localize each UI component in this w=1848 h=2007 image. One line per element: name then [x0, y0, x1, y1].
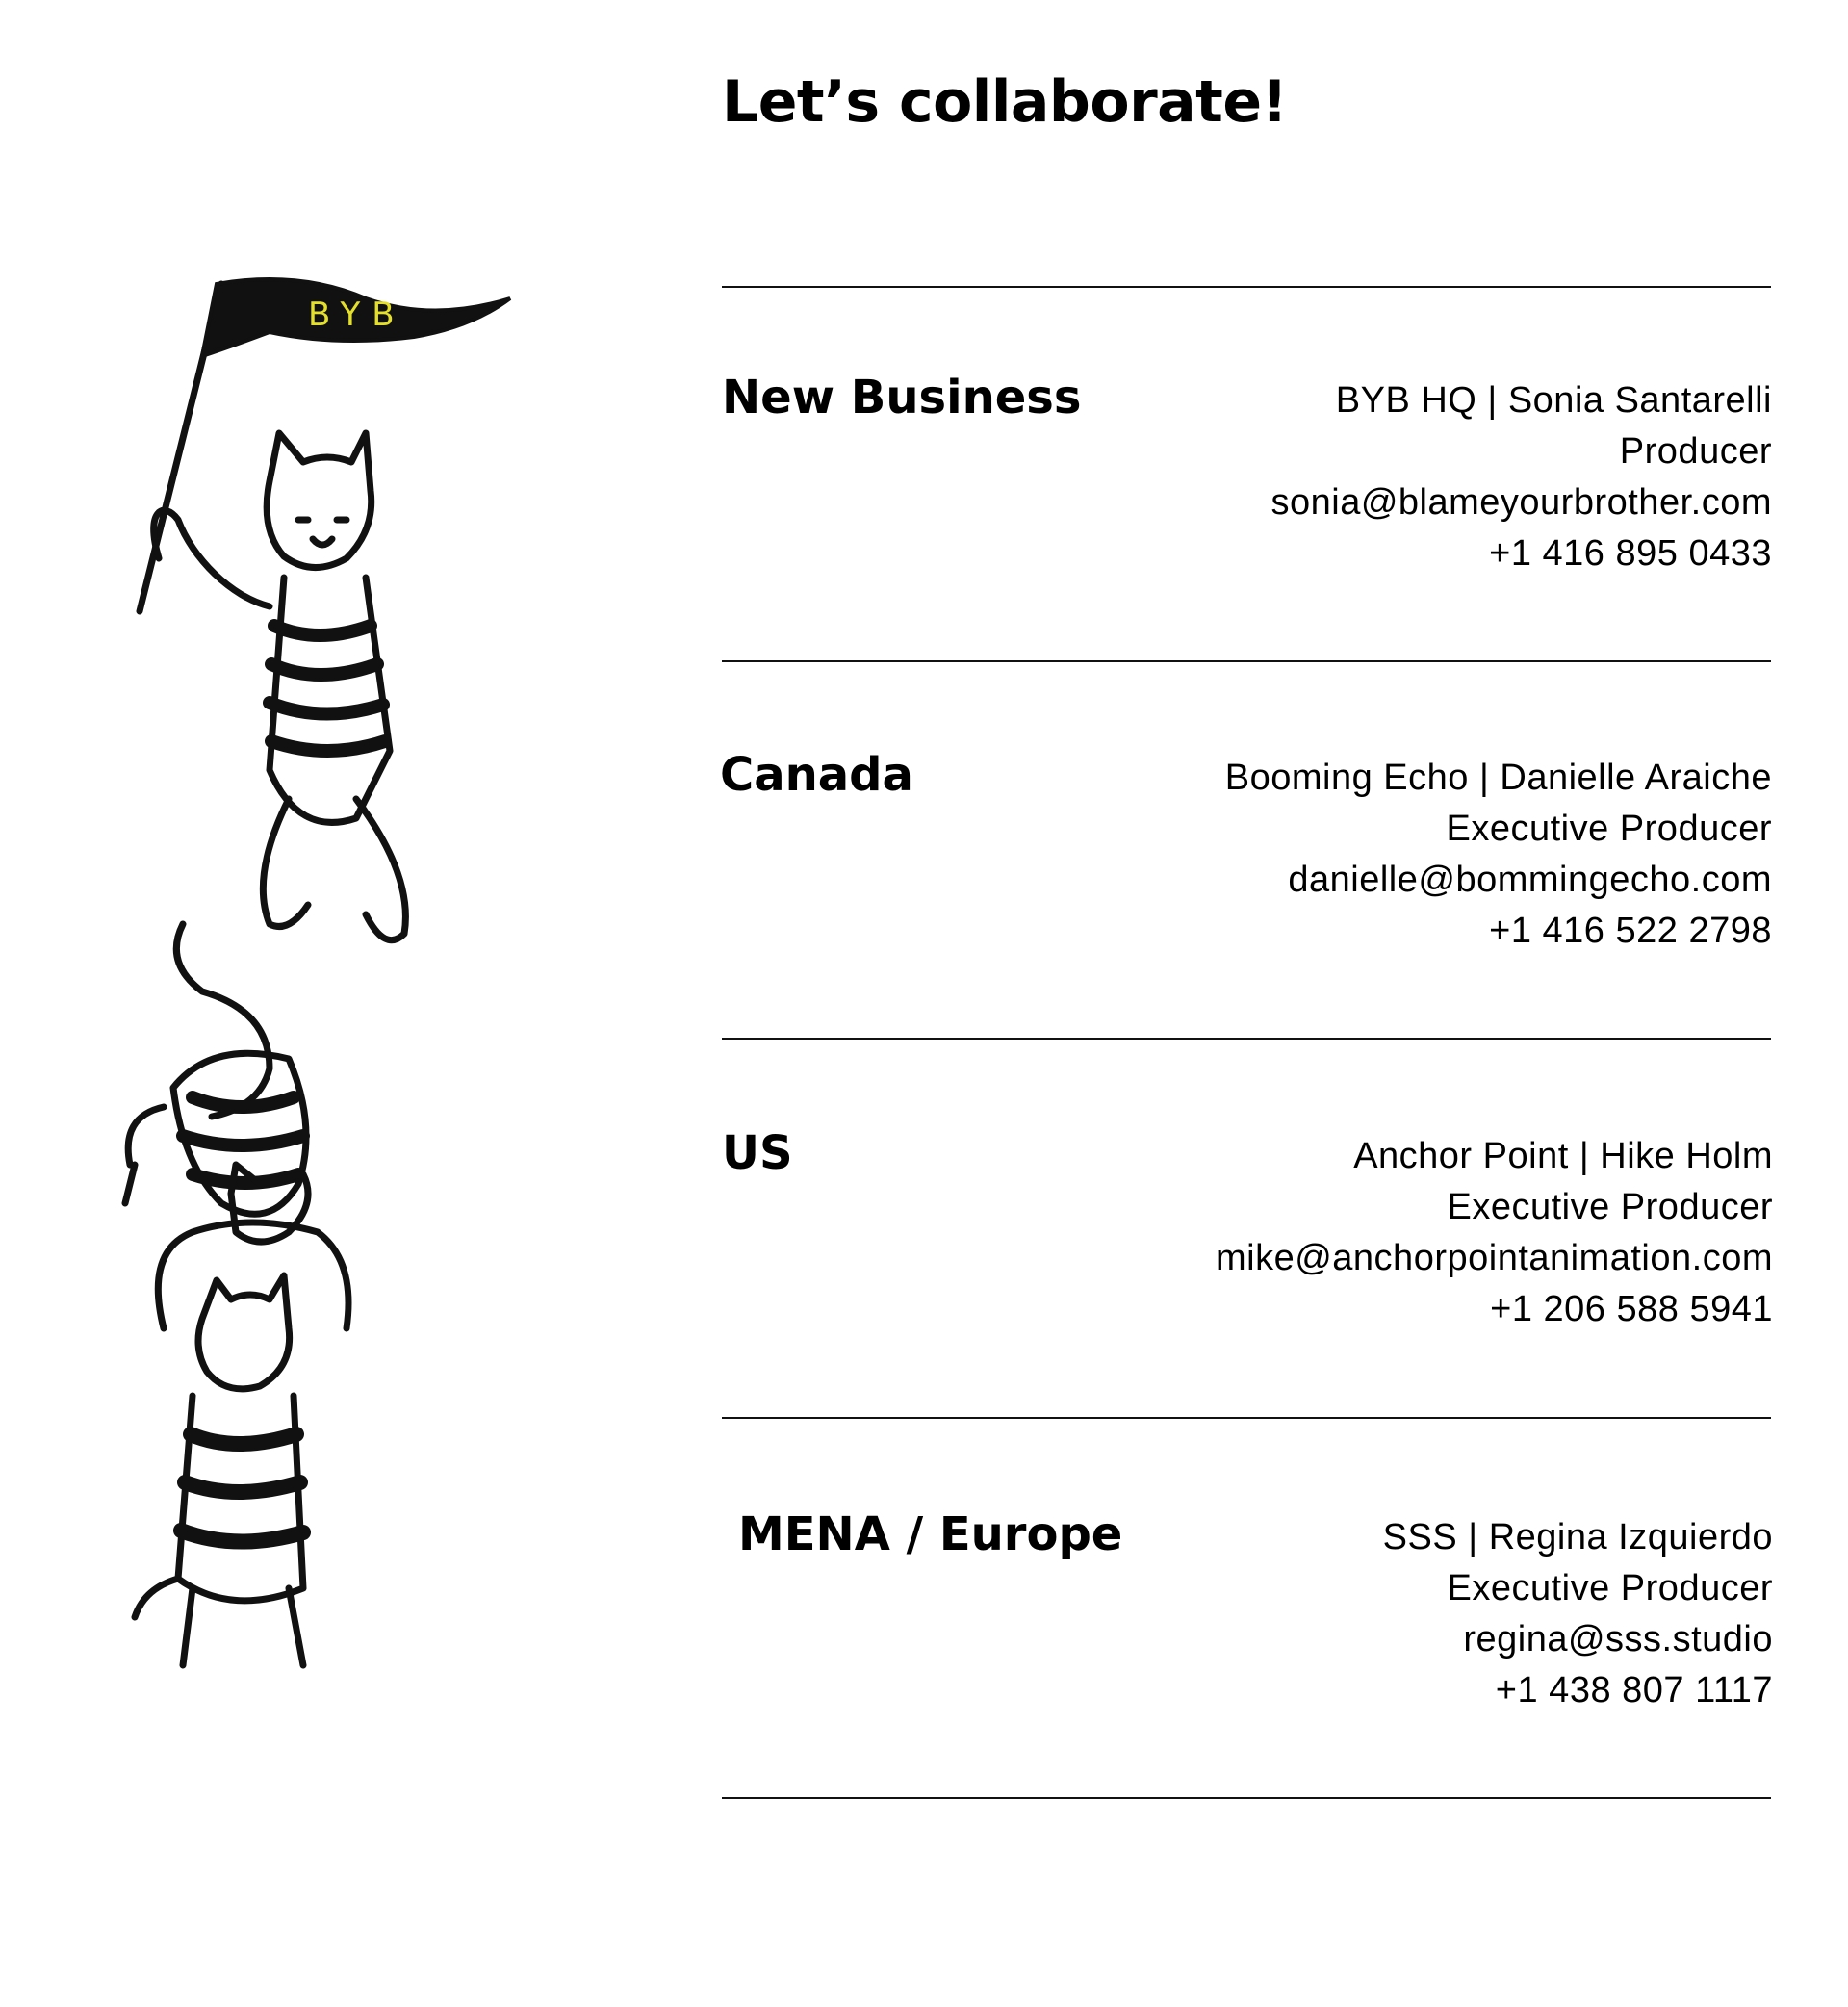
divider-mena-europe: [722, 1797, 1771, 1799]
middle-fox-tail: [176, 924, 270, 1117]
company-contact: BYB HQ | Sonia Santarelli: [1335, 380, 1772, 421]
bottom-cat-head: [198, 1275, 290, 1389]
divider-top: [722, 286, 1771, 288]
page-title: Let’s collaborate!: [722, 68, 1288, 136]
top-cat-body: [270, 578, 390, 822]
bottom-cat-legs: [135, 1579, 303, 1665]
email-link[interactable]: danielle@bommingecho.com: [1288, 860, 1772, 900]
company-contact: Booming Echo | Danielle Araiche: [1224, 758, 1772, 798]
region-title-new-business: New Business: [722, 371, 1082, 425]
contact-role: Executive Producer: [1446, 809, 1772, 849]
contact-block-canada: [1225, 753, 1772, 957]
contact-role: Executive Producer: [1447, 1568, 1773, 1608]
byb-mascot-illustration: [125, 296, 578, 1685]
region-title-canada: Canada: [720, 748, 913, 802]
email-link[interactable]: regina@sss.studio: [1463, 1619, 1773, 1660]
company-contact: SSS | Regina Izquierdo: [1382, 1517, 1773, 1557]
contact-role: Producer: [1619, 431, 1772, 472]
divider-canada: [722, 1038, 1771, 1040]
region-title-mena-europe: MENA / Europe: [738, 1507, 1123, 1561]
divider-us: [722, 1417, 1771, 1419]
phone-link[interactable]: +1 438 807 1117: [1495, 1670, 1773, 1711]
contact-block-mena-europe: [1383, 1512, 1773, 1716]
flag-text: BYB: [308, 296, 406, 334]
email-link[interactable]: sonia@blameyourbrother.com: [1270, 482, 1772, 523]
contact-block-us: [1216, 1131, 1773, 1335]
phone-link[interactable]: +1 416 895 0433: [1489, 533, 1772, 574]
middle-fox-leg: [125, 1107, 164, 1203]
top-cat-arm: [154, 510, 270, 606]
phone-link[interactable]: +1 416 522 2798: [1489, 911, 1772, 951]
contact-role: Executive Producer: [1447, 1187, 1773, 1227]
company-contact: Anchor Point | Hike Holm: [1353, 1136, 1773, 1176]
phone-link[interactable]: +1 206 588 5941: [1490, 1289, 1773, 1329]
email-link[interactable]: mike@anchorpointanimation.com: [1215, 1238, 1773, 1278]
divider-new-business: [722, 660, 1771, 662]
contact-block-new-business: [1271, 375, 1773, 579]
region-title-us: US: [722, 1126, 793, 1180]
